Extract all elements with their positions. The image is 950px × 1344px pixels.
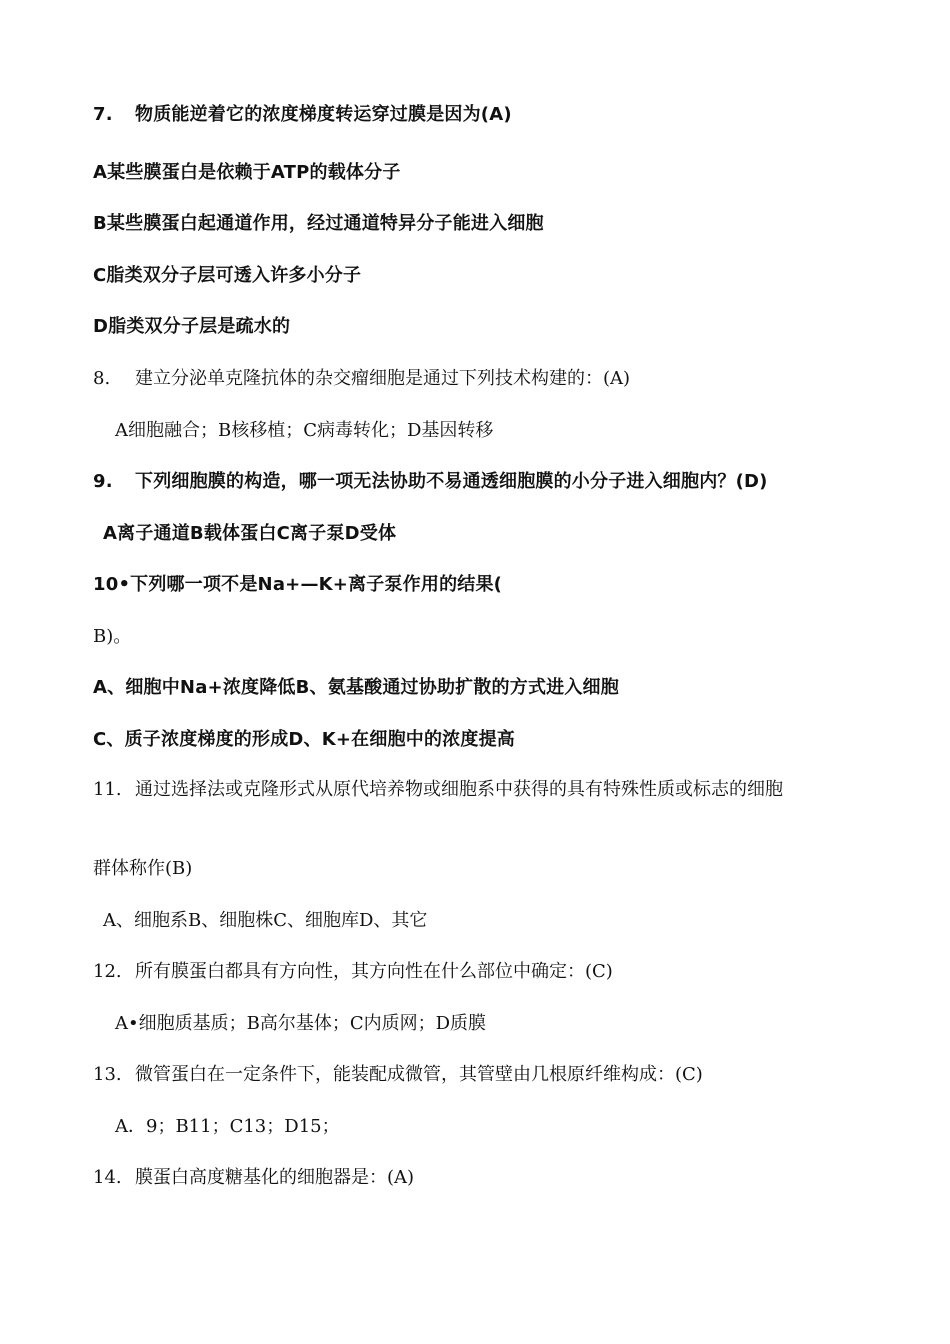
question-text: 建立分泌单克隆抗体的杂交瘤细胞是通过下列技术构建的：(A) [135, 368, 631, 389]
question-13 [93, 1064, 703, 1086]
option-line: B某些膜蛋白起通道作用，经过通道特异分子能进入细胞 [93, 213, 544, 234]
question-text: 所有膜蛋白都具有方向性，其方向性在什么部位中确定：(C) [135, 961, 613, 982]
question-10-continuation: B)。 [93, 626, 132, 647]
question-text: 通过选择法或克隆形式从原代培养物或细胞系中获得的具有特殊性质或标志的细胞 [135, 779, 783, 800]
question-number: 13. [93, 1064, 122, 1085]
option-line: A细胞融合；B核移植；C病毒转化；D基因转移 [115, 420, 494, 441]
question-text: 微管蛋白在一定条件下，能装配成微管，其管壁由几根原纤维构成：(C) [135, 1064, 703, 1085]
question-number: 14. [93, 1167, 122, 1188]
question-number: 8. [93, 368, 111, 389]
option-line: D脂类双分子层是疏水的 [93, 316, 291, 337]
question-7 [93, 104, 512, 126]
option-line: C脂类双分子层可透入许多小分子 [93, 265, 362, 286]
option-line: A•细胞质基质；B高尔基体；C内质网；D质膜 [115, 1013, 487, 1034]
question-text: 膜蛋白高度糖基化的细胞器是：(A) [135, 1167, 415, 1188]
question-14 [93, 1167, 414, 1189]
question-11 [93, 778, 863, 802]
question-number: 9. [93, 471, 113, 492]
question-11-continuation: 群体称作(B) [93, 858, 193, 879]
question-10: 10•下列哪一项不是Na+—K+离子泵作用的结果( [93, 574, 503, 595]
question-8 [93, 368, 630, 390]
question-number: 7. [93, 104, 113, 125]
question-9 [93, 471, 768, 493]
question-12 [93, 961, 613, 983]
option-line: C、质子浓度梯度的形成D、K+在细胞中的浓度提高 [93, 729, 515, 750]
option-line: A．9；B11；C13；D15； [115, 1116, 340, 1137]
option-line: A某些膜蛋白是依赖于ATP的载体分子 [93, 162, 401, 183]
question-text: 下列细胞膜的构造，哪一项无法协助不易通透细胞膜的小分子进入细胞内？(D) [135, 471, 768, 492]
option-line: A、细胞中Na+浓度降低B、氨基酸通过协助扩散的方式进入细胞 [93, 677, 619, 698]
option-line: A离子通道B载体蛋白C离子泵D受体 [103, 523, 397, 544]
question-number: 11. [93, 779, 122, 800]
question-number: 12. [93, 961, 122, 982]
question-text: 物质能逆着它的浓度梯度转运穿过膜是因为(A) [135, 104, 512, 125]
option-line: A、细胞系B、细胞株C、细胞库D、其它 [103, 910, 428, 931]
